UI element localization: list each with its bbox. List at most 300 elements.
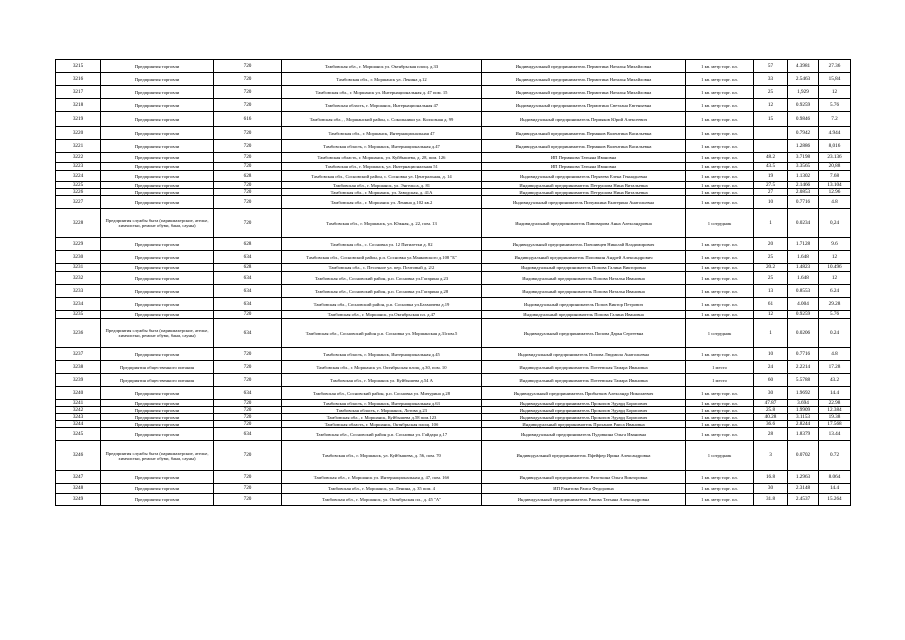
cell-unit: 1 кв. метр торг. пл. <box>686 163 754 171</box>
cell-a: 0.7716 <box>788 348 819 361</box>
cell-type: Предприятия торговли <box>101 140 214 153</box>
cell-address: Тамбовская обл., г. Моршанск ул. Интернациональная д. 47 пом. 15 <box>282 86 482 99</box>
cell-area: 19 <box>754 171 788 182</box>
cell-code: 720 <box>214 494 282 506</box>
cell-area <box>754 127 788 140</box>
cell-code: 720 <box>214 361 282 374</box>
cell-b: 14.4 <box>819 387 851 400</box>
cell-b: 5.76 <box>819 311 851 319</box>
cell-id: 3239 <box>56 374 101 387</box>
cell-owner: Индивидуальный предприниматель Пивоварова Анна Александровна <box>482 209 686 238</box>
cell-area: 25.8 <box>754 407 788 414</box>
cell-a: 0.9259 <box>788 99 819 112</box>
cell-area <box>754 140 788 153</box>
cell-code: 634 <box>214 285 282 298</box>
cell-area: 30 <box>754 484 788 494</box>
table-row <box>56 272 851 285</box>
cell-owner: Индивидуальный предприниматель Прокопов Эдуард Борисович <box>482 414 686 421</box>
cell-unit: 1 кв. метр торг. пл. <box>686 494 754 506</box>
table-row <box>56 99 851 112</box>
cell-a: 2.4537 <box>788 494 819 506</box>
cell-code: 628 <box>214 238 282 251</box>
cell-type: Предприятия торговли <box>101 414 214 421</box>
cell-unit: 1 кв. метр торг. пл. <box>686 414 754 421</box>
cell-address: Тамбовская обл., г. Моршанск, ул. Ленина, д. 35 пом. 4 <box>282 484 482 494</box>
cell-a: 1.4823 <box>788 264 819 272</box>
cell-code: 720 <box>214 182 282 189</box>
cell-code: 720 <box>214 140 282 153</box>
cell-code: 628 <box>214 264 282 272</box>
cell-id: 3230 <box>56 251 101 264</box>
cell-type: Предприятия службы быта (парикмахерские, ателье, химчистки, ремонт обуви, бани, сауны) <box>101 319 214 348</box>
cell-area: 40.28 <box>754 414 788 421</box>
cell-a: 1.648 <box>788 251 819 264</box>
cell-b: 29.28 <box>819 298 851 311</box>
cell-a: 1.2963 <box>788 471 819 484</box>
cell-b: 12 <box>819 86 851 99</box>
cell-a: 0.7942 <box>788 127 819 140</box>
cell-b: 12.96 <box>819 189 851 196</box>
table-row <box>56 163 851 171</box>
table-row <box>56 494 851 506</box>
cell-a: 3.7198 <box>788 153 819 163</box>
cell-id: 3227 <box>56 196 101 209</box>
cell-b: 14.4 <box>819 484 851 494</box>
cell-type: Предприятия торговли <box>101 407 214 414</box>
cell-id: 3226 <box>56 189 101 196</box>
cell-area: 20.2 <box>754 264 788 272</box>
cell-address: Тамбовская обл., г. Моршанск ул. Ленина д.102 кв.2 <box>282 196 482 209</box>
cell-code: 720 <box>214 484 282 494</box>
table-row <box>56 238 851 251</box>
cell-address: Тамбовская обл., Сосновский район р.п. Сосновка ул. Гайдара д.17 <box>282 428 482 441</box>
cell-owner: Индивидуальный предприниматель Пудовкина Ольга Ивановна <box>482 428 686 441</box>
cell-a: 2.5463 <box>788 73 819 86</box>
cell-area: 57 <box>754 60 788 73</box>
cell-unit: 1 кв. метр торг. пл. <box>686 348 754 361</box>
cell-owner: Индивидуальный предприниматель Плешивцев Николай Владимирович <box>482 238 686 251</box>
cell-id: 3233 <box>56 285 101 298</box>
cell-b: 17.568 <box>819 421 851 428</box>
cell-address: Тамбовская обл., Сосновский район, р.п. Сосновка ул.Бахмачева д.19 <box>282 298 482 311</box>
cell-area: 12 <box>754 311 788 319</box>
cell-owner: Индивидуальный предприниматель Пермитина Наталья Михайловна <box>482 86 686 99</box>
table-row <box>56 471 851 484</box>
cell-b: 0.24 <box>819 319 851 348</box>
cell-area: 43.5 <box>754 163 788 171</box>
cell-address: Тамбовская область, г. Моршанск, Интернациональная д.47 <box>282 140 482 153</box>
cell-id: 3236 <box>56 319 101 348</box>
cell-address: Тамбовская обл., г. Моршанск ул. Ленина д.12 <box>282 73 482 86</box>
cell-code: 720 <box>214 99 282 112</box>
cell-area: 24 <box>754 361 788 374</box>
cell-unit: 1 место <box>686 361 754 374</box>
cell-code: 720 <box>214 189 282 196</box>
cell-address: Тамбовская обл., г. Моршанск ул. Куйбышева д.54 А <box>282 374 482 387</box>
cell-a: 1.9909 <box>788 407 819 414</box>
cell-a: 0.0702 <box>788 441 819 471</box>
cell-type: Предприятия торговли <box>101 171 214 182</box>
cell-area: 25 <box>754 272 788 285</box>
cell-area: 61 <box>754 298 788 311</box>
table-row <box>56 407 851 414</box>
table-row <box>56 428 851 441</box>
cell-owner: ИП Пермякова Татьяна Ивановна <box>482 153 686 163</box>
cell-owner: Индивидуальный предприниматель Петрушова Нина Витальевна <box>482 182 686 189</box>
cell-b: 7.2 <box>819 112 851 127</box>
cell-code: 720 <box>214 209 282 238</box>
cell-a: 1.8379 <box>788 428 819 441</box>
cell-owner: Индивидуальный предприниматель Прибытков Александр Николаевич <box>482 387 686 400</box>
cell-type: Предприятия торговли <box>101 60 214 73</box>
table-row <box>56 171 851 182</box>
cell-area: 12 <box>754 99 788 112</box>
cell-unit: 1 кв. метр торг. пл. <box>686 153 754 163</box>
cell-unit: 1 кв. метр торг. пл. <box>686 285 754 298</box>
cell-owner: Индивидуальный предприниматель Поповкин Андрей Александрович <box>482 251 686 264</box>
cell-address: Тамбовская обл., , Моршанский район, с. Сокольники ул. Колхозная д. 99 <box>282 112 482 127</box>
table-row <box>56 112 851 127</box>
cell-code: 720 <box>214 441 282 471</box>
cell-b: 8.064 <box>819 471 851 484</box>
cell-type: Предприятия торговли <box>101 311 214 319</box>
cell-unit: 1 кв. метр торг. пл. <box>686 471 754 484</box>
table-row <box>56 60 851 73</box>
cell-a: 1.648 <box>788 272 819 285</box>
cell-id: 3248 <box>56 484 101 494</box>
cell-id: 3221 <box>56 140 101 153</box>
cell-a: 5.5788 <box>788 374 819 387</box>
cell-area: 10 <box>754 196 788 209</box>
table-row <box>56 348 851 361</box>
cell-a: 3.1153 <box>788 414 819 421</box>
cell-code: 634 <box>214 428 282 441</box>
cell-b: 9.6 <box>819 238 851 251</box>
cell-type: Предприятия торговли <box>101 73 214 86</box>
cell-b: 22.98 <box>819 400 851 407</box>
cell-area: 36.6 <box>754 421 788 428</box>
cell-b: 23.136 <box>819 153 851 163</box>
cell-type: Предприятия торговли <box>101 182 214 189</box>
cell-b: 12.384 <box>819 407 851 414</box>
cell-address: Тамбовская обл., г. Моршанск, ул. Заводская, д. 41А <box>282 189 482 196</box>
cell-address: Тамбовская обл., г. Моршанск, ул. Южная, д. 22, пом. 13 <box>282 209 482 238</box>
cell-code: 720 <box>214 163 282 171</box>
cell-address: Тамбовская обл., г. Моршанск, ул.Октябрьская пл. д.47 <box>282 311 482 319</box>
cell-a: 1.9692 <box>788 387 819 400</box>
cell-address: Тамбовская обл., с. Сосновка ул. 12 Пятилетки д. 82 <box>282 238 482 251</box>
cell-b: 0,24 <box>819 209 851 238</box>
cell-a: 2.1466 <box>788 182 819 189</box>
cell-address: Тамбовская обл., г. Моршанск, Куйбышева д.58 пом.123 <box>282 414 482 421</box>
cell-owner: Индивидуальный предприниматель Попова Дарья Сергеевна <box>482 319 686 348</box>
cell-a: 0.8553 <box>788 285 819 298</box>
cell-area: 1 <box>754 319 788 348</box>
cell-unit: 1 кв. метр торг. пл. <box>686 60 754 73</box>
cell-unit: 1 кв. метр торг. пл. <box>686 86 754 99</box>
cell-owner: Индивидуальный предприниматель Проханов Раиса Ивановна <box>482 421 686 428</box>
cell-type: Предприятия торговли <box>101 251 214 264</box>
cell-type: Предприятия торговли <box>101 494 214 506</box>
cell-type: Предприятия службы быта (парикмахерские, ателье, химчистки, ремонт обуви, бани, сауны) <box>101 209 214 238</box>
cell-owner: Индивидуальный предприниматель Попова Галина Викторовна <box>482 264 686 272</box>
table-row <box>56 196 851 209</box>
cell-owner: Индивидуальный предприниматель Пермяков Валентина Васильевна <box>482 127 686 140</box>
cell-address: Тамбовская обл., г. Моршанск, ул. Интернациональная 51 <box>282 163 482 171</box>
cell-address: Тамбовская обл., Сосновский район, р.п. Сосновка ул.Гагарина д.28 <box>282 285 482 298</box>
cell-area: 48.2 <box>754 153 788 163</box>
cell-a: 0.9846 <box>788 112 819 127</box>
cell-address: Тамбовская обл., г. Моршанск, Интернациональная 47 <box>282 127 482 140</box>
cell-type: Предприятия общественного питания <box>101 374 214 387</box>
cell-a: 2.0853 <box>788 189 819 196</box>
cell-area: 25 <box>754 251 788 264</box>
cell-address: Тамбовская обл., г. Моршанск ул. Октябрьская площ. д.30, пом. 10 <box>282 361 482 374</box>
cell-unit: 1 сотрудник <box>686 319 754 348</box>
cell-owner: ИП Ракитова Раиса Федоровна <box>482 484 686 494</box>
cell-area: 25 <box>754 86 788 99</box>
cell-area: 15 <box>754 112 788 127</box>
cell-code: 616 <box>214 112 282 127</box>
cell-id: 3218 <box>56 99 101 112</box>
cell-type: Предприятия торговли <box>101 153 214 163</box>
cell-address: Тамбовская обл., Сосновский район, р.п. Сосновка ул.Гагарина д.23 <box>282 272 482 285</box>
cell-b: 43.2 <box>819 374 851 387</box>
cell-id: 3220 <box>56 127 101 140</box>
cell-a: 1.2886 <box>788 140 819 153</box>
cell-area: 10 <box>754 348 788 361</box>
cell-unit: 1 кв. метр торг. пл. <box>686 140 754 153</box>
cell-code: 720 <box>214 348 282 361</box>
cell-a: 0.9259 <box>788 311 819 319</box>
table-row <box>56 182 851 189</box>
cell-type: Предприятия торговли <box>101 99 214 112</box>
cell-owner: Индивидуальный предприниматель Пермитина Светлана Евгеньевна <box>482 99 686 112</box>
cell-b: 8,016 <box>819 140 851 153</box>
table-row <box>56 298 851 311</box>
cell-owner: Индивидуальный предприниматель Пфейфер Ирина Александровна <box>482 441 686 471</box>
cell-code: 720 <box>214 407 282 414</box>
table-row <box>56 86 851 99</box>
table-row <box>56 140 851 153</box>
cell-id: 3234 <box>56 298 101 311</box>
cell-unit: 1 кв. метр торг. пл. <box>686 182 754 189</box>
cell-address: Тамбовская обл., Сосновский район, с. Сосновка ул. Центральная, д. 14 <box>282 171 482 182</box>
table-row <box>56 209 851 238</box>
cell-type: Предприятия общественного питания <box>101 361 214 374</box>
cell-b: 4.8 <box>819 196 851 209</box>
cell-b: 7.68 <box>819 171 851 182</box>
cell-unit: 1 кв. метр торг. пл. <box>686 251 754 264</box>
cell-type: Предприятия торговли <box>101 112 214 127</box>
cell-type: Предприятия торговли <box>101 428 214 441</box>
cell-id: 3244 <box>56 421 101 428</box>
cell-area: 1 <box>754 209 788 238</box>
cell-unit: 1 кв. метр торг. пл. <box>686 73 754 86</box>
cell-unit: 1 кв. метр торг. пл. <box>686 298 754 311</box>
cell-area: 47.87 <box>754 400 788 407</box>
cell-area: 28 <box>754 428 788 441</box>
cell-id: 3247 <box>56 471 101 484</box>
cell-id: 3235 <box>56 311 101 319</box>
records-table <box>55 59 851 506</box>
cell-address: Тамбовская обл., с. Песочное ул. пер. Почтовый д. 2/2 <box>282 264 482 272</box>
cell-owner: Индивидуальный предприниматель Попова Галина Ивановна <box>482 311 686 319</box>
cell-b: 19.38 <box>819 414 851 421</box>
cell-b: 17.28 <box>819 361 851 374</box>
cell-code: 720 <box>214 400 282 407</box>
cell-b: 15,84 <box>819 73 851 86</box>
cell-unit: 1 кв. метр торг. пл. <box>686 112 754 127</box>
cell-a: 0.0206 <box>788 319 819 348</box>
cell-owner: Индивидуальный предприниматель Пермитина Наталья Михайловна <box>482 60 686 73</box>
cell-id: 3219 <box>56 112 101 127</box>
table-row <box>56 285 851 298</box>
cell-code: 720 <box>214 414 282 421</box>
cell-code: 720 <box>214 73 282 86</box>
cell-unit: 1 кв. метр торг. пл. <box>686 196 754 209</box>
cell-type: Предприятия торговли <box>101 127 214 140</box>
cell-unit: 1 кв. метр торг. пл. <box>686 421 754 428</box>
cell-code: 720 <box>214 60 282 73</box>
cell-id: 3232 <box>56 272 101 285</box>
cell-b: 12 <box>819 272 851 285</box>
table-row <box>56 421 851 428</box>
cell-b: 12 <box>819 251 851 264</box>
cell-area: 33 <box>754 73 788 86</box>
cell-code: 634 <box>214 319 282 348</box>
cell-a: 1.7128 <box>788 238 819 251</box>
cell-a: 4.3981 <box>788 60 819 73</box>
cell-id: 3242 <box>56 407 101 414</box>
cell-area: 27.5 <box>754 182 788 189</box>
cell-a: 2.3148 <box>788 484 819 494</box>
table-row <box>56 441 851 471</box>
cell-a: 2.8244 <box>788 421 819 428</box>
cell-b: 15.264 <box>819 494 851 506</box>
cell-id: 3237 <box>56 348 101 361</box>
cell-type: Предприятия торговли <box>101 471 214 484</box>
cell-owner: Индивидуальный предприниматель Попова Людмила Анатольевна <box>482 348 686 361</box>
cell-b: 6.24 <box>819 285 851 298</box>
cell-owner: Индивидуальный предприниматель Попова Наталья Ивановна <box>482 272 686 285</box>
cell-address: Тамбовская область, г. Моршанск, Интернациональная 47 <box>282 99 482 112</box>
cell-type: Предприятия торговли <box>101 348 214 361</box>
cell-a: 3.694 <box>788 400 819 407</box>
cell-area: 60 <box>754 374 788 387</box>
cell-b: 13.44 <box>819 428 851 441</box>
cell-code: 628 <box>214 171 282 182</box>
cell-code: 634 <box>214 272 282 285</box>
cell-area: 27 <box>754 189 788 196</box>
cell-a: 0.7716 <box>788 196 819 209</box>
cell-type: Предприятия торговли <box>101 298 214 311</box>
cell-id: 3223 <box>56 163 101 171</box>
cell-type: Предприятия торговли <box>101 163 214 171</box>
cell-area: 3 <box>754 441 788 471</box>
cell-owner: Индивидуальный предприниматель Прокопов Эдуард Борисович <box>482 407 686 414</box>
cell-code: 720 <box>214 153 282 163</box>
cell-unit: 1 кв. метр торг. пл. <box>686 400 754 407</box>
cell-a: 1,929 <box>788 86 819 99</box>
cell-owner: Индивидуальный предприниматель Петрушова Нина Витальевна <box>482 189 686 196</box>
cell-owner: Индивидуальный предприниматель Потеевская Тамара Ивановна <box>482 361 686 374</box>
cell-a: 2.2214 <box>788 361 819 374</box>
cell-area: 20 <box>754 238 788 251</box>
cell-a: 3.3565 <box>788 163 819 171</box>
cell-address: Тамбовская обл., г. Моршанск ул. Интернациональная д. 47, пом. 16б <box>282 471 482 484</box>
cell-unit: 1 кв. метр торг. пл. <box>686 189 754 196</box>
cell-owner: Индивидуальный предприниматель Попов Виктор Петрович <box>482 298 686 311</box>
cell-address: Тамбовская область, г. Моршанск, ул. Куйбышева, д. 28, пом. 126 <box>282 153 482 163</box>
table-row <box>56 484 851 494</box>
cell-address: Тамбовская обл., Сосновский район, р.п. Сосновка ул. Мичурина д.28 <box>282 387 482 400</box>
cell-id: 3216 <box>56 73 101 86</box>
cell-b: 5.76 <box>819 99 851 112</box>
cell-id: 3217 <box>56 86 101 99</box>
cell-id: 3246 <box>56 441 101 471</box>
cell-unit: 1 кв. метр торг. пл. <box>686 127 754 140</box>
cell-address: Тамбовская обл., г. Моршанск ул. Октябрьская площ. д.33 <box>282 60 482 73</box>
table-row <box>56 374 851 387</box>
cell-code: 720 <box>214 127 282 140</box>
cell-owner: ИП Пермякова Татьяна Ивановна <box>482 163 686 171</box>
cell-id: 3225 <box>56 182 101 189</box>
cell-unit: 1 сотрудник <box>686 441 754 471</box>
cell-id: 3215 <box>56 60 101 73</box>
cell-address: Тамбовская обл., г. Моршанск, ул. Энгельса, д. 81 <box>282 182 482 189</box>
cell-type: Предприятия торговли <box>101 484 214 494</box>
cell-unit: 1 кв. метр торг. пл. <box>686 264 754 272</box>
cell-owner: Индивидуальный предприниматель Попова Наталья Ивановна <box>482 285 686 298</box>
table-row <box>56 189 851 196</box>
cell-owner: Индивидуальный предприниматель Разоткина Ольга Викторовна <box>482 471 686 484</box>
cell-type: Предприятия службы быта (парикмахерские, ателье, химчистки, ремонт обуви, бани, сауны) <box>101 441 214 471</box>
table-row <box>56 400 851 407</box>
table-row <box>56 361 851 374</box>
cell-code: 634 <box>214 387 282 400</box>
cell-owner: Индивидуальный предприниматель Прокопов Эдуард Борисович <box>482 400 686 407</box>
cell-code: 634 <box>214 298 282 311</box>
cell-code: 720 <box>214 374 282 387</box>
cell-b: 4.8 <box>819 348 851 361</box>
cell-unit: 1 место <box>686 374 754 387</box>
cell-b: 20,88 <box>819 163 851 171</box>
cell-address: Тамбовская область, г. Моршанск, Лотова д.23 <box>282 407 482 414</box>
cell-type: Предприятия торговли <box>101 387 214 400</box>
cell-type: Предприятия торговли <box>101 238 214 251</box>
cell-code: 634 <box>214 251 282 264</box>
cell-type: Предприятия торговли <box>101 264 214 272</box>
cell-id: 3229 <box>56 238 101 251</box>
cell-id: 3231 <box>56 264 101 272</box>
cell-id: 3245 <box>56 428 101 441</box>
cell-unit: 1 кв. метр торг. пл. <box>686 238 754 251</box>
cell-id: 3240 <box>56 387 101 400</box>
cell-owner: Индивидуальный предприниматель Пермитина Наталья Михайловна <box>482 73 686 86</box>
cell-area: 31.8 <box>754 494 788 506</box>
cell-code: 720 <box>214 86 282 99</box>
cell-unit: 1 кв. метр торг. пл. <box>686 171 754 182</box>
cell-id: 3224 <box>56 171 101 182</box>
cell-unit: 1 кв. метр торг. пл. <box>686 484 754 494</box>
table-row <box>56 319 851 348</box>
cell-unit: 1 кв. метр торг. пл. <box>686 407 754 414</box>
cell-owner: Индивидуальный предприниматель Пермяков Юрий Алексеевич <box>482 112 686 127</box>
cell-id: 3228 <box>56 209 101 238</box>
cell-unit: 1 кв. метр торг. пл. <box>686 387 754 400</box>
cell-type: Предприятия торговли <box>101 421 214 428</box>
